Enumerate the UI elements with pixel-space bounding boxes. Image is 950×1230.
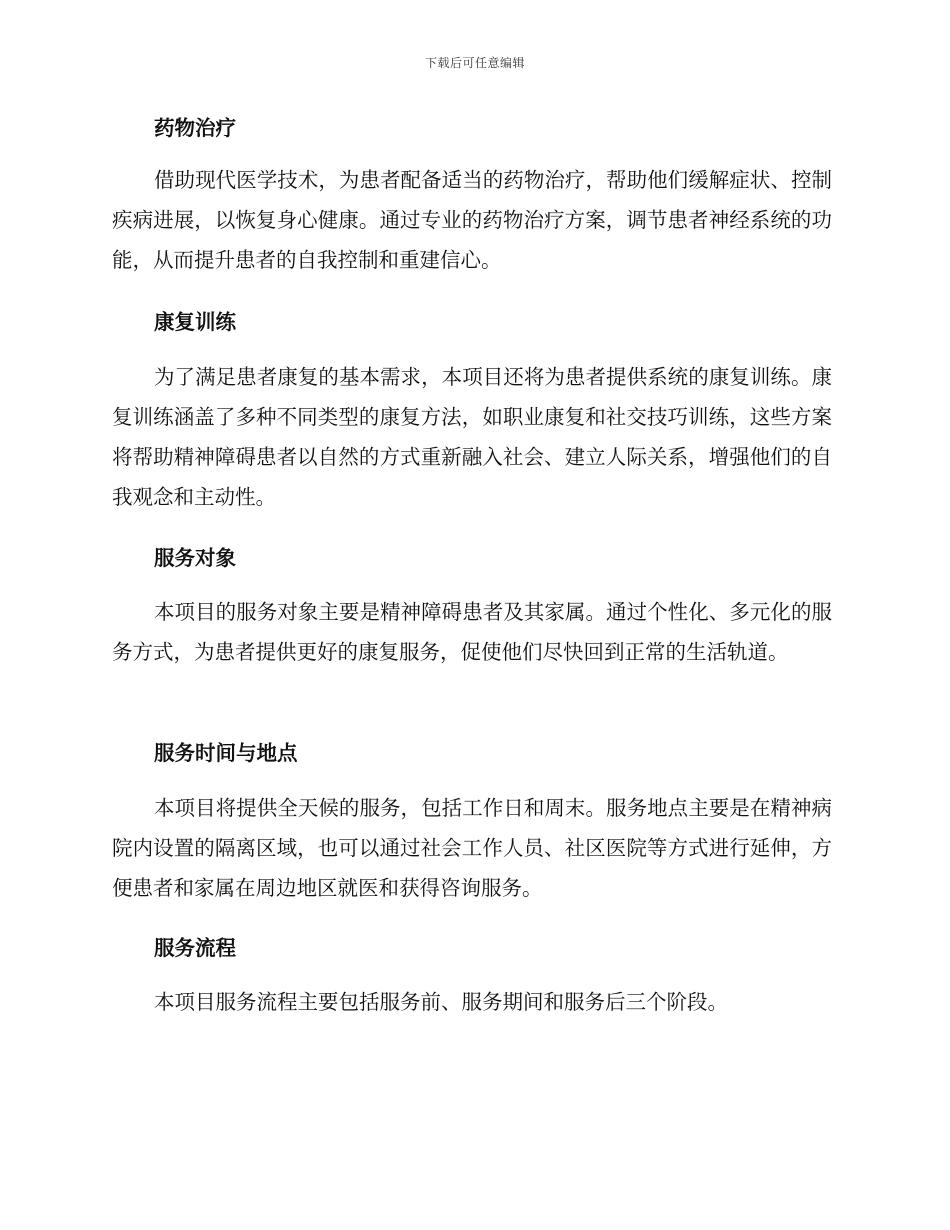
section-heading-medication: 药物治疗 [154,116,236,140]
section-heading-service-process: 服务流程 [154,936,236,960]
section-heading-time-location: 服务时间与地点 [154,741,298,765]
section-paragraph-service-process: 本项目服务流程主要包括服务前、服务期间和服务后三个阶段。 [154,990,728,1014]
header-note: 下载后可任意编辑 [424,56,525,70]
section-paragraph-time-location: 本项目将提供全天候的服务，包括工作日和周末。服务地点主要是在精神病院内设置的隔离区域，也可以通过社会工作人员、社区医院等方式进行延伸，方便患者和家属在周边地区就医和获得咨询服务。 [112,796,832,900]
section-paragraph-rehab-training: 为了满足患者康复的基本需求，本项目还将为患者提供系统的康复训练。康复训练涵盖了多种不同类型的康复方法，如职业康复和社交技巧训练，这些方案将帮助精神障碍患者以自然的方式重新融入社会、建立人际关系，增强他们的自我观念和主动性。 [112,365,832,509]
section-heading-service-target: 服务对象 [154,546,236,570]
section-paragraph-service-target: 本项目的服务对象主要是精神障碍患者及其家属。通过个性化、多元化的服务方式，为患者提供更好的康复服务，促使他们尽快回到正常的生活轨道。 [112,600,832,664]
section-paragraph-medication: 借助现代医学技术，为患者配备适当的药物治疗，帮助他们缓解症状、控制疾病进展，以恢复身心健康。通过专业的药物治疗方案，调节患者神经系统的功能，从而提升患者的自我控制和重建信心。 [112,168,832,272]
section-heading-rehab-training: 康复训练 [154,310,236,334]
